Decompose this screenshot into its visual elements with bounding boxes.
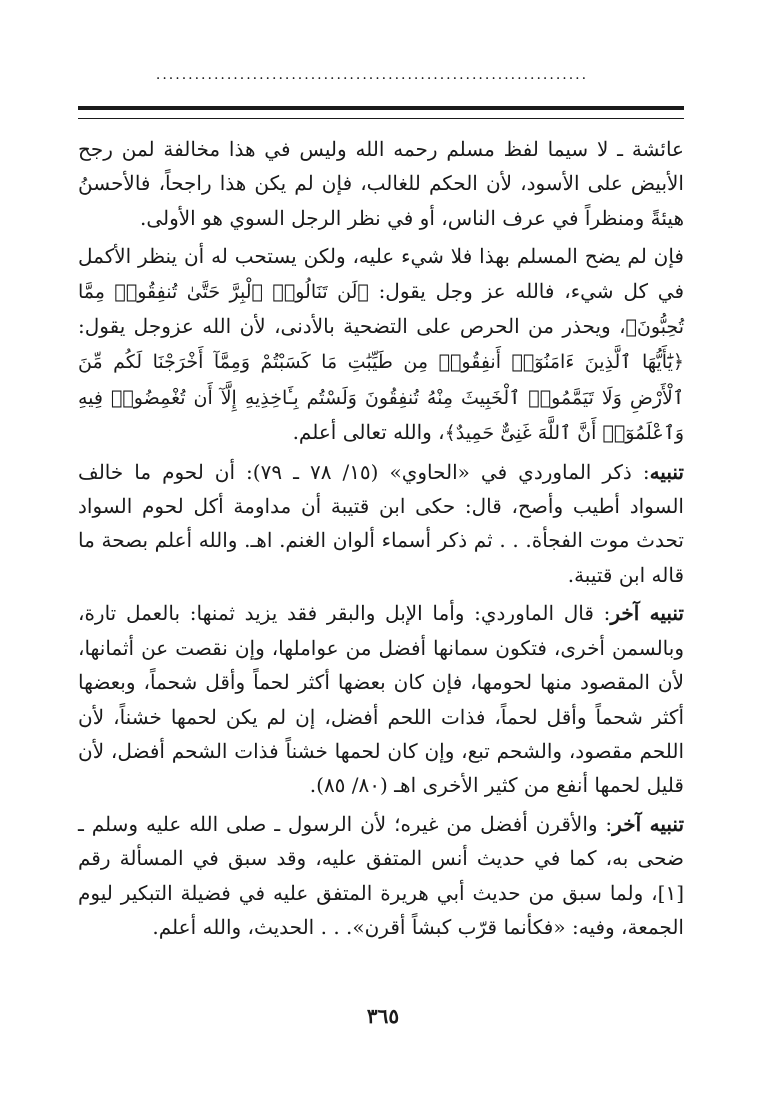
quran-verse: ﴿لَن تَنَالُوا۟ ٱلْبِرَّ حَتَّىٰ تُنفِقُوا۟ مِمَّا تُحِبُّونَ﴾ — [78, 280, 684, 339]
header-dotted-line: ................................................................... — [155, 68, 589, 82]
paragraph-text: ، ويحذر من الحرص على التضحية بالأدنى، لأن الله عزوجل يقول: — [78, 314, 626, 339]
paragraph-text: : ذكر الماوردي في «الحاوي» (١٥/ ٧٨ ـ ٧٩): أن لحوم ما خالف السواد أطيب وأصح، قال: حكى ابن قتيبة أن مداومة أكل لحوم السواد تحدث موت الفجأة. . . ثم ذكر أسماء ألوان الغنم. اهـ. والله أعلم بصحة ما قاله ابن قتيبة. — [78, 459, 684, 587]
paragraph-1 — [78, 132, 684, 235]
paragraph-3 — [78, 455, 684, 593]
paragraph-2 — [78, 239, 684, 450]
note-heading: تنبيه آخر — [610, 601, 684, 626]
paragraph-text: : قال الماوردي: وأما الإبل والبقر فقد يزيد ثمنها: بالعمل تارة، وبالسمن أخرى، فتكون سمانها أفضل من عواملها، وإن نقصت عن أثمانها، لأن المقصود منها لحومها، فإن كان بعضها أكثر لحماً وأقل شحماً، وبعضها أكثر شحماً وأقل لحماً، فذات اللحم أفضل، إن لم يكن لحمها خشناً، لأن اللحم مقصود، والشحم تبع، وإن كان لحمها خشناً فذات الشحم أفضل، لأن قليل لحمها أنفع من كثير الأخرى اهـ (٨٠/ ٨٥). — [78, 601, 684, 798]
paragraph-text: ، والله تعالى أعلم. — [292, 420, 445, 445]
quran-verse: ﴿يَٰٓأَيُّهَا ٱلَّذِينَ ءَامَنُوٓا۟ أَنفِقُوا۟ مِن طَيِّبَٰتِ مَا كَسَبْتُمْ وَمِمَّآ أَخْرَجْنَا لَكُم مِّنَ ٱلْأَرْضِ وَلَا تَيَمَّمُوا۟ ٱلْخَبِيثَ مِنْهُ تُنفِقُونَ وَلَسْتُم بِـَٔاخِذِيهِ إِلَّآ أَن تُغْمِضُوا۟ فِيهِ وَٱعْلَمُوٓا۟ أَنَّ ٱللَّهَ غَنِىٌّ حَمِيدٌ﴾ — [78, 351, 684, 445]
note-heading: تنبيه — [649, 459, 684, 484]
header-rule-thin — [78, 118, 684, 119]
paragraph-5 — [78, 807, 684, 945]
paragraph-4 — [78, 596, 684, 802]
paragraph-text: فإن لم يضح المسلم بهذا فلا شيء عليه، ولكن يستحب له أن ينظر الأكمل في كل شيء، فالله عز وجل يقول: — [78, 244, 685, 303]
paragraph-text: عائشة ـ لا سيما لفظ مسلم رحمه الله وليس في هذا مخالفة لمن رجح الأبيض على الأسود، لأن الحكم للغالب، فإن لم يكن هذا راجحاً، فالأحسنُ هيئةً ومنظراً في عرف الناس، أو في نظر الرجل السوي هو الأولى. — [78, 137, 684, 230]
header-rule-thick — [78, 106, 684, 110]
paragraph-text: : والأقرن أفضل من غيره؛ لأن الرسول ـ صلى الله عليه وسلم ـ ضحى به، كما في حديث أنس المتفق عليه، وقد سبق في المسألة رقم [١]، ولما سبق من حديث أبي هريرة المتفق عليه في فضيلة التبكير ليوم الجمعة، وفيه: «فكأنما قرّب كبشاً أقرن». . . الحديث، والله أعلم. — [78, 811, 684, 939]
note-heading: تنبيه آخر — [612, 811, 685, 836]
page-number: ٣٦٥ — [366, 1004, 400, 1028]
page-body — [78, 132, 684, 948]
